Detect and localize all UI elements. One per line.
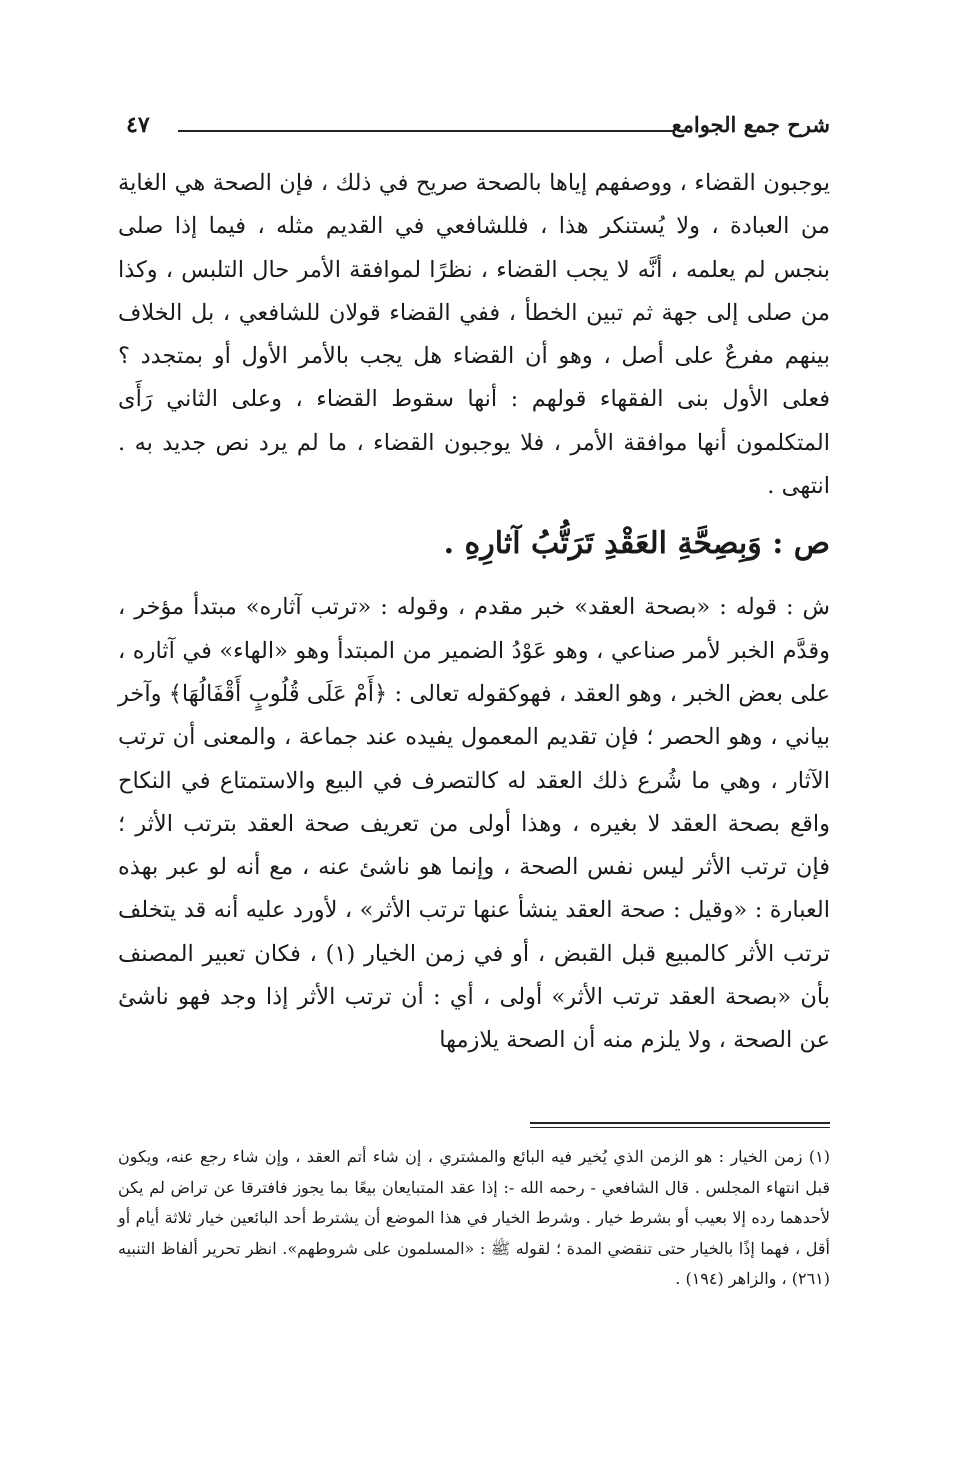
page-number: ٤٧ — [126, 112, 150, 138]
header-title: شرح جمع الجوامع — [671, 112, 830, 137]
main-text — [118, 162, 830, 1063]
sharh-block — [118, 586, 830, 1062]
header-rule — [178, 130, 675, 132]
footnote-separator — [530, 1122, 830, 1128]
matn-block — [118, 514, 830, 574]
running-header — [126, 108, 830, 148]
footnote: (١) زمن الخيار : هو الزمن الذي يُخير فيه البائع والمشتري ، إن شاء أتم العقد ، وإن شاء رجع عنه، ويكون قبل انتهاء المجلس . قال الشافعي - رحمه الله -: إذا عقد المتبايعان بيعًا بما يجوز فافترقا عن تراض لم يكن لأحدهما رده إلا بعيب أو بشرط خيار . وشرط الخيار في هذا الموضع أن يشترط أحد البائعين خيار ثلاثة أيام أو أقل ، فهما إذًا بالخيار حتى تنقضي المدة ؛ لقوله ﷺ : «المسلمون على شروطهم». انظر تحرير ألفاظ التنبيه (٢٦١) ، والزاهر (١٩٤) . — [118, 1147, 830, 1288]
paragraph: يوجبون القضاء ، ووصفهم إياها بالصحة صريح في ذلك ، فإن الصحة هي الغاية من العبادة ، ولا يُستنكر هذا ، فللشافعي في القديم مثله ، فيما إذا صلى بنجس لم يعلمه ، أنَّه لا يجب القضاء ، نظرًا لموافقة الأمر حال التلبس ، وكذا من صلى إلى جهة ثم تبين الخطأ ، ففي القضاء قولان للشافعي ، بل الخلاف بينهم مفرعٌ على أصل ، وهو أن القضاء هل يجب بالأمر الأول أو بمتجدد ؟ فعلى الأول بنى الفقهاء قولهم : أنها سقوط القضاء ، وعلى الثاني رَأَى المتكلمون أنها موافقة الأمر ، فلا يوجبون القضاء ، ما لم يرد نص جديد به . انتهى . — [118, 170, 830, 500]
footnotes — [118, 1142, 830, 1295]
sharh-paragraph: ش : قوله : «بصحة العقد» خبر مقدم ، وقوله : «ترتب آثاره» مبتدأ مؤخر ، وقدَّم الخبر لأمر صناعي ، وهو عَوْدُ الضمير من المبتدأ وهو «الهاء» في آثاره ، على بعض الخبر ، وهو العقد ، فهوكقوله تعالى : ﴿أَمْ عَلَى قُلُوبٍ أَقْفَالُهَا﴾ وآخر بياني ، وهو الحصر ؛ فإن تقديم المعمول يفيده عند جماعة ، والمعنى أن ترتب الآثار ، وهي ما شُرع ذلك العقد له كالتصرف في البيع والاستمتاع في النكاح واقع بصحة العقد لا بغيره ، وهذا أولى من تعريف صحة العقد بترتب الأثر ؛ فإن ترتب الأثر ليس نفس الصحة ، وإنما هو ناشئ عنه ، مع أنه لو عبر بهذه العبارة : «وقيل : صحة العقد ينشأ عنها ترتب الأثر» ، لأورد عليه أنه قد يتخلف ترتب الأثر كالمبيع قبل القبض ، أو في زمن الخيار (١) ، فكان تعبير المصنف بأن «بصحة العقد ترتب الأثر» أولى ، أي : أن ترتب الأثر إذا وجد فهو ناشئ عن الصحة ، ولا يلزم منه أن الصحة يلازمها — [118, 594, 831, 1054]
matn-text: ص : وَبِصِحَّةِ العَقْدِ تَرَتُّبُ آثارِهِ . — [443, 526, 830, 562]
